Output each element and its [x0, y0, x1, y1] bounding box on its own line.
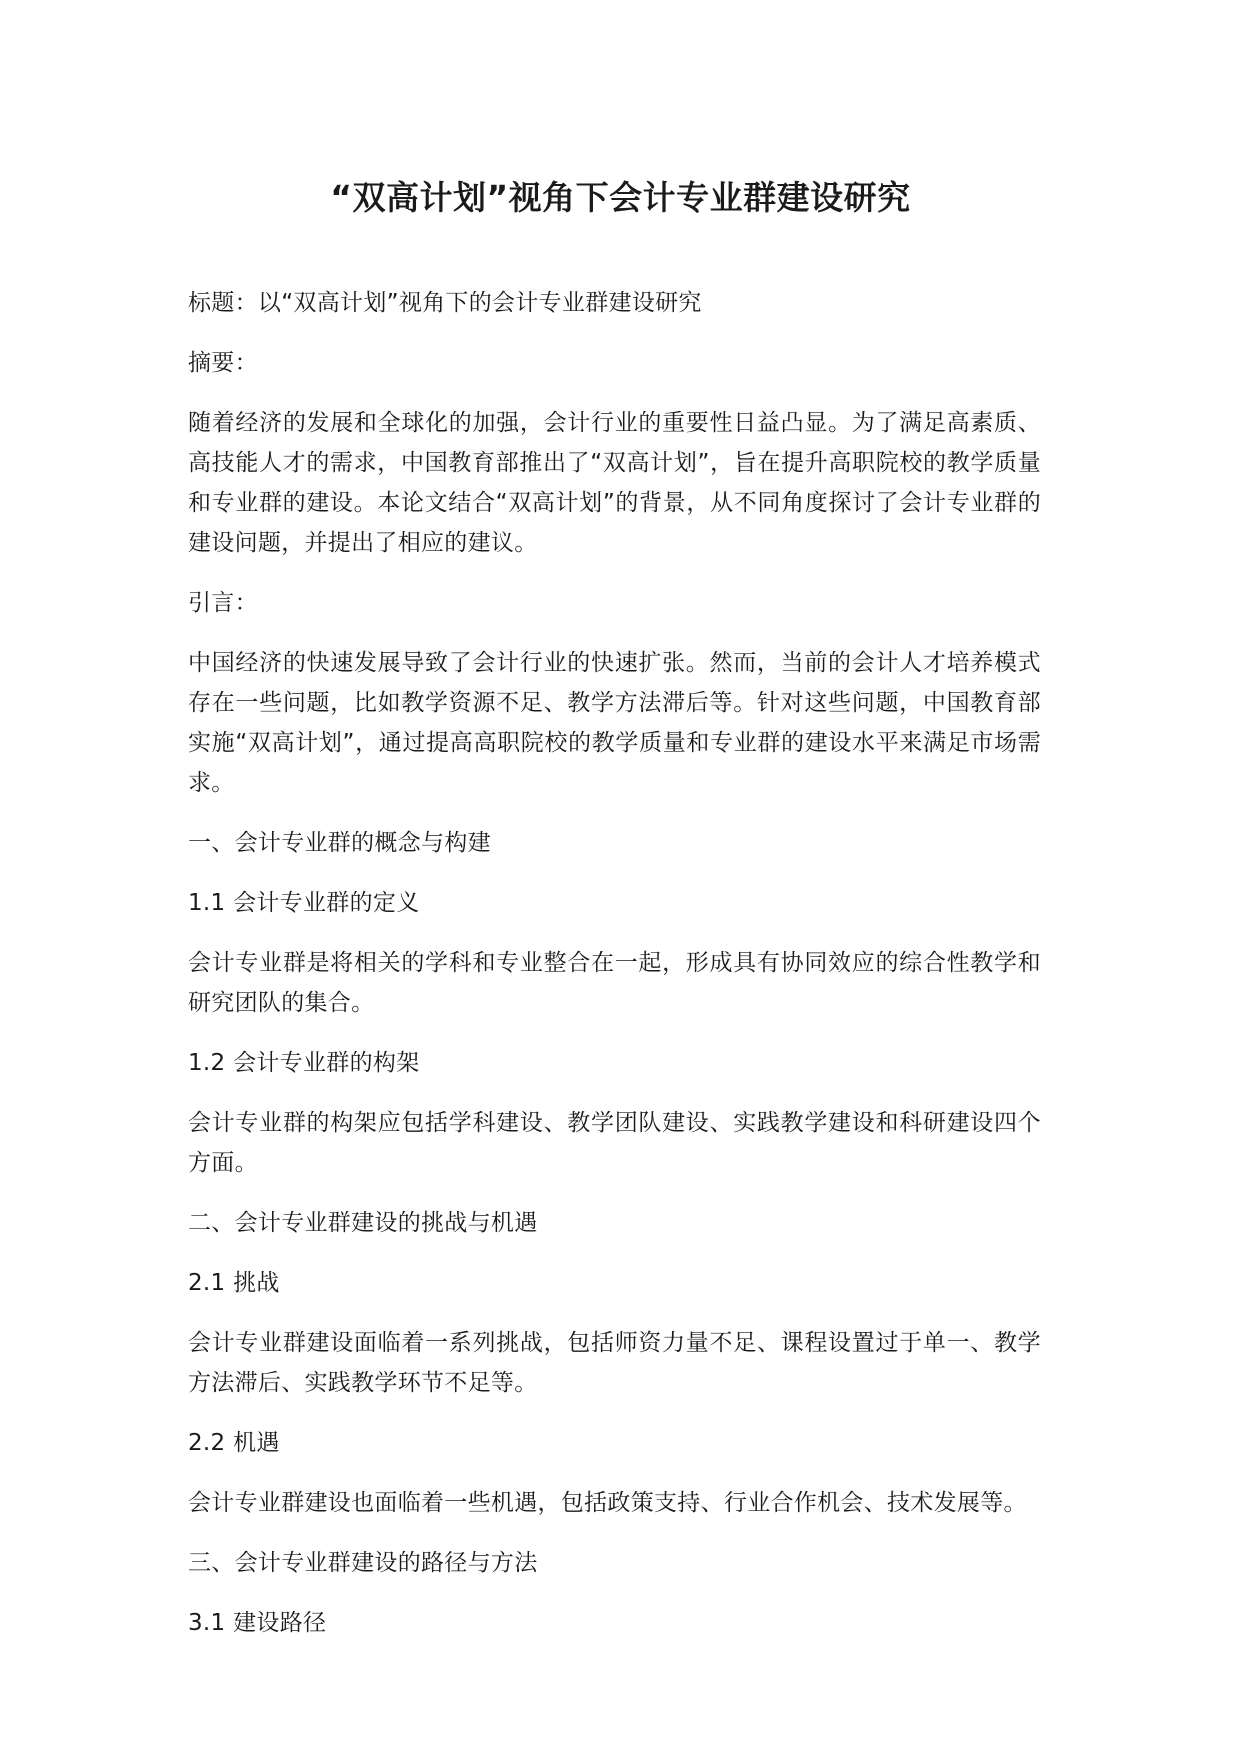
subsection-heading-3-1: 3.1 建设路径: [188, 1610, 327, 1636]
subsection-heading-1-2: 1.2 会计专业群的构架: [188, 1050, 420, 1076]
subsection-heading-2-2: 2.2 机遇: [188, 1430, 280, 1456]
paragraph-1-1-body: 会计专业群是将相关的学科和专业整合在一起，形成具有协同效应的综合性教学和研究团队的集合。: [188, 950, 1041, 1016]
paragraph-introduction-heading: 引言：: [188, 590, 258, 616]
subsection-heading-2-1: 2.1 挑战: [188, 1270, 280, 1296]
paragraph-1-2-body: 会计专业群的构架应包括学科建设、教学团队建设、实践教学建设和科研建设四个方面。: [188, 1110, 1041, 1176]
paragraph-title-line: 标题：以“双高计划”视角下的会计专业群建设研究: [188, 290, 702, 316]
document-body: [188, 283, 1041, 1663]
paragraph-abstract-heading: 摘要：: [188, 350, 258, 376]
paragraph-2-2-body: 会计专业群建设也面临着一些机遇，包括政策支持、行业合作机会、技术发展等。: [188, 1490, 1027, 1516]
paragraph-abstract-body: 随着经济的发展和全球化的加强，会计行业的重要性日益凸显。为了满足高素质、高技能人才的需求，中国教育部推出了“双高计划”，旨在提升高职院校的教学质量和专业群的建设。本论文结合“双高计划”的背景，从不同角度探讨了会计专业群的建设问题，并提出了相应的建议。: [188, 410, 1041, 556]
section-heading-3: 三、会计专业群建设的路径与方法: [188, 1550, 538, 1576]
section-heading-2: 二、会计专业群建设的挑战与机遇: [188, 1210, 538, 1236]
section-heading-1: 一、会计专业群的概念与构建: [188, 830, 491, 856]
paragraph-introduction-body: 中国经济的快速发展导致了会计行业的快速扩张。然而，当前的会计人才培养模式存在一些问题，比如教学资源不足、教学方法滞后等。针对这些问题，中国教育部实施“双高计划”，通过提高高职院校的教学质量和专业群的建设水平来满足市场需求。: [188, 650, 1041, 796]
subsection-heading-1-1: 1.1 会计专业群的定义: [188, 890, 420, 916]
paragraph-2-1-body: 会计专业群建设面临着一系列挑战，包括师资力量不足、课程设置过于单一、教学方法滞后、实践教学环节不足等。: [188, 1330, 1041, 1396]
document-title: “双高计划”视角下会计专业群建设研究: [330, 178, 911, 217]
